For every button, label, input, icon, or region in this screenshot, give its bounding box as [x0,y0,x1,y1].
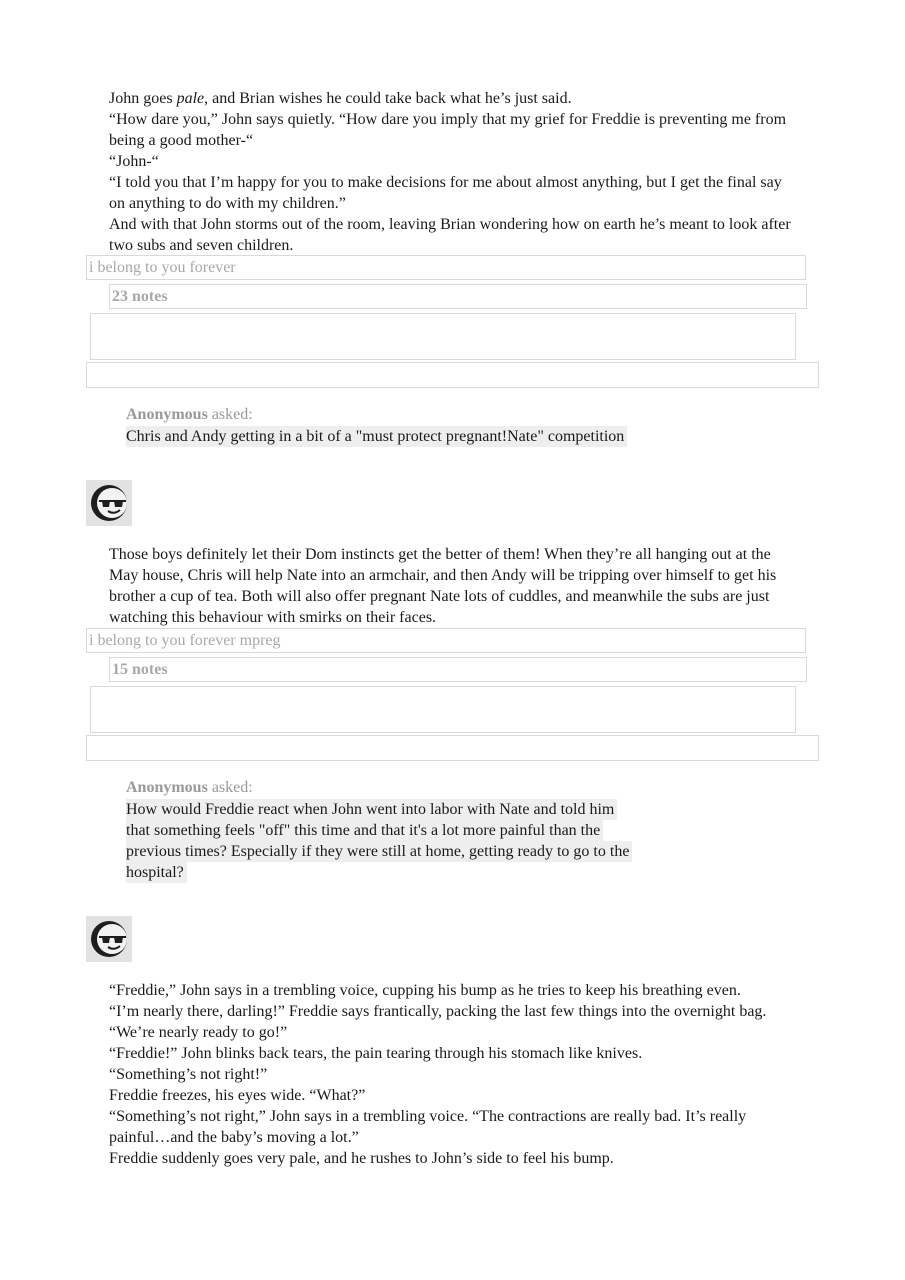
ask-question [126,426,627,447]
sunglasses-face-icon [86,916,132,962]
body-paragraph: “I’m nearly there, darling!” Freddie says frantically, packing the last few things into the overnight bag. “We’re nearly ready to go!” [109,1003,767,1041]
asker-line [126,778,253,798]
question-text: Chris and Andy getting in a bit of a "must protect pregnant!Nate" competition [126,426,627,447]
post-body [109,980,799,1169]
asked-label: asked: [211,779,253,796]
avatar[interactable] [86,480,132,526]
post-footer [86,735,819,761]
post-footer [86,362,819,388]
question-line: previous times? Especially if they were still at home, getting ready to go to the [126,841,632,862]
question-line: hospital? [126,862,187,883]
body-paragraph: Freddie freezes, his eyes wide. “What?” [109,1087,366,1104]
asker-name[interactable]: Anonymous [126,406,208,423]
asker-name[interactable]: Anonymous [126,779,208,796]
notes-panel [90,313,796,360]
body-paragraph: “Something’s not right,” John says in a trembling voice. “The contractions are really bad. It’s really painful…and the baby’s moving a lot.” [109,1108,747,1146]
question-line: that something feels "off" this time and that it's a lot more painful than the [126,820,603,841]
question-line: How would Freddie react when John went into labor with Nate and told him [126,799,617,820]
body-paragraph: Those boys definitely let their Dom instincts get the better of them! When they’re all hanging out at the May house, Chris will help Nate into an armchair, and then Andy will be tripping over himself to get his brother a cup of tea. Both will also offer pregnant Nate lots of cuddles, and meanwhile the subs are just watching this behaviour with smirks on their faces. [109,546,777,626]
body-paragraph: Freddie suddenly goes very pale, and he rushes to John’s side to feel his bump. [109,1150,614,1167]
post-body [109,88,799,256]
body-paragraph: “John-“ [109,153,159,170]
body-paragraph: “Something’s not right!” [109,1066,268,1083]
sunglasses-face-icon [86,480,132,526]
post-tags[interactable]: i belong to you forever mpreg [86,628,806,653]
ask-question [126,799,632,883]
body-paragraph: “I told you that I’m happy for you to make decisions for me about almost anything, but I get the final say on anything to do with my children.” [109,174,782,212]
notes-count[interactable]: 15 notes [109,657,807,682]
notes-panel [90,686,796,733]
body-paragraph: “Freddie,” John says in a trembling voice, cupping his bump as he tries to keep his breathing even. [109,982,741,999]
asked-label: asked: [211,406,253,423]
notes-count[interactable]: 23 notes [109,284,807,309]
body-paragraph: “Freddie!” John blinks back tears, the pain tearing through his stomach like knives. [109,1045,643,1062]
avatar[interactable] [86,916,132,962]
body-paragraph: John goes pale, and Brian wishes he could take back what he’s just said. [109,90,572,107]
body-paragraph: “How dare you,” John says quietly. “How dare you imply that my grief for Freddie is preventing me from being a good mother-“ [109,111,787,149]
asker-line [126,405,253,425]
body-paragraph: And with that John storms out of the room, leaving Brian wondering how on earth he’s meant to look after two subs and seven children. [109,216,791,254]
post-body [109,544,799,628]
post-tags[interactable]: i belong to you forever [86,255,806,280]
